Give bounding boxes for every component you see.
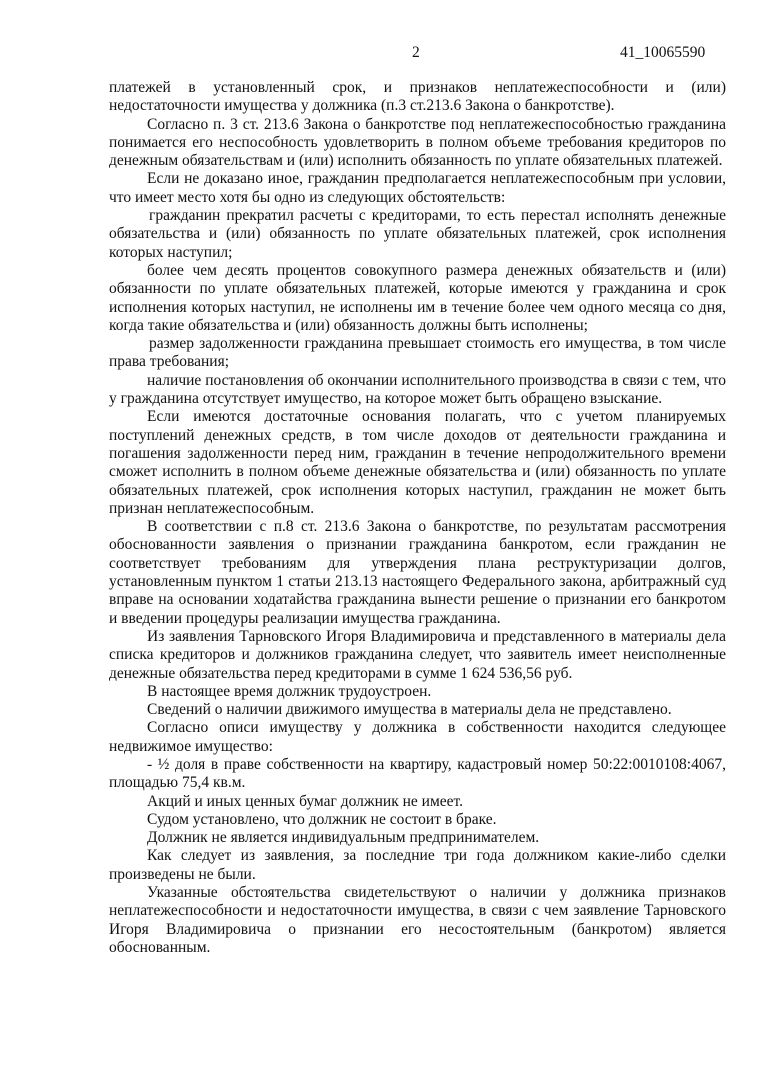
- paragraph-movable-property: Сведений о наличии движимого имущества в материалы дела не представлено.: [147, 701, 672, 719]
- case-number: 41_10065590: [620, 44, 706, 61]
- paragraph-employment: В настоящее время должник трудоустроен.: [147, 682, 432, 700]
- paragraph-property-inventory: Согласно описи имуществу у должника в собственности находится следующее недвижимое имущество:: [109, 719, 726, 755]
- paragraph-presumption: Если не доказано иное, гражданин предполагается неплатежеспособным при условии, что имеет место хотя бы одно из следующих обстоятельств:: [109, 170, 726, 206]
- paragraph-debt-amount: Из заявления Тарновского Игоря Владимировича и представленного в материалы дела списка кредиторов и должников гражданина следует, что заявитель имеет неисполненные денежные обязательства перед кредиторами в сумме 1 624 536,56 руб.: [109, 627, 726, 682]
- paragraph-transactions: Как следует из заявления, за последние три года должником какие-либо сделки произведены не были.: [109, 847, 726, 883]
- list-item-condition-2: более чем десять процентов совокупного размера денежных обязательств и (или) обязанности по уплате обязательных платежей, которые имеются у гражданина и срок исполнения которых наступил, не исполнены им в течение более чем одного месяца со дня, когда такие обязательства и (или) обязанность должны быть исполнены;: [109, 261, 726, 334]
- paragraph-exception: Если имеются достаточные основания полагать, что с учетом планируемых поступлений денежных средств, в том числе доходов от деятельности гражданина и погашения задолженности перед ним, гражданин в течение непродолжительного времени сможет исполнить в полном объеме денежные обязательства и (или) обязанность по уплате обязательных платежей, срок исполнения которых наступил, гражданин не может быть признан неплатежеспособным.: [109, 408, 726, 517]
- paragraph-marital-status: Судом установлено, что должник не состоит в браке.: [147, 810, 497, 828]
- paragraph-entrepreneur-status: Должник не является индивидуальным предпринимателем.: [147, 829, 540, 847]
- paragraph-insolvency-definition: Согласно п. 3 ст. 213.6 Закона о банкротстве под неплатежеспособностью гражданина понимается его неспособность удовлетворить в полном объеме требования кредиторов по денежным обязательствам и (или) исполнить обязанность по уплате обязательных платежей.: [109, 115, 726, 170]
- page-number: 2: [412, 44, 420, 61]
- list-item-condition-3: размер задолженности гражданина превышает стоимость его имущества, в том числе права требования;: [109, 335, 726, 371]
- paragraph-conclusion: Указанные обстоятельства свидетельствуют о наличии у должника признаков неплатежеспособности и недостаточности имущества, в связи с чем заявление Тарновского Игоря Владимировича о признании его несостоятельным (банкротом) является обоснованным.: [109, 884, 726, 956]
- list-item-apartment-share: - ½ доля в праве собственности на квартиру, кадастровый номер 50:22:0010108:4067, площадью 75,4 кв.м.: [109, 755, 726, 792]
- paragraph-continuation: платежей в установленный срок, и признаков неплатежеспособности и (или) недостаточности имущества у должника (п.3 ст.213.6 Закона о банкротстве).: [109, 79, 726, 115]
- list-item-condition-1: гражданин прекратил расчеты с кредиторами, то есть перестал исполнять денежные обязательства и (или) обязанность по уплате обязательных платежей, срок исполнения которых наступил;: [109, 207, 726, 261]
- list-item-condition-4: наличие постановления об окончании исполнительного производства в связи с тем, что у гражданина отсутствует имущество, на которое может быть обращено взыскание.: [109, 371, 726, 408]
- paragraph-securities: Акций и иных ценных бумаг должник не имеет.: [147, 792, 464, 810]
- paragraph-article-213-6: В соответствии с п.8 ст. 213.6 Закона о банкротстве, по результатам рассмотрения обоснованности заявления о признании гражданина банкротом, если гражданин не соответствует требованиям для утверждения плана реструктуризации долгов, установленным пунктом 1 статьи 213.13 настоящего Федерального закона, арбитражный суд вправе на основании ходатайства гражданина вынести решение о признании его банкротом и введении процедуры реализации имущества гражданина.: [109, 518, 726, 627]
- document-body: [109, 79, 726, 957]
